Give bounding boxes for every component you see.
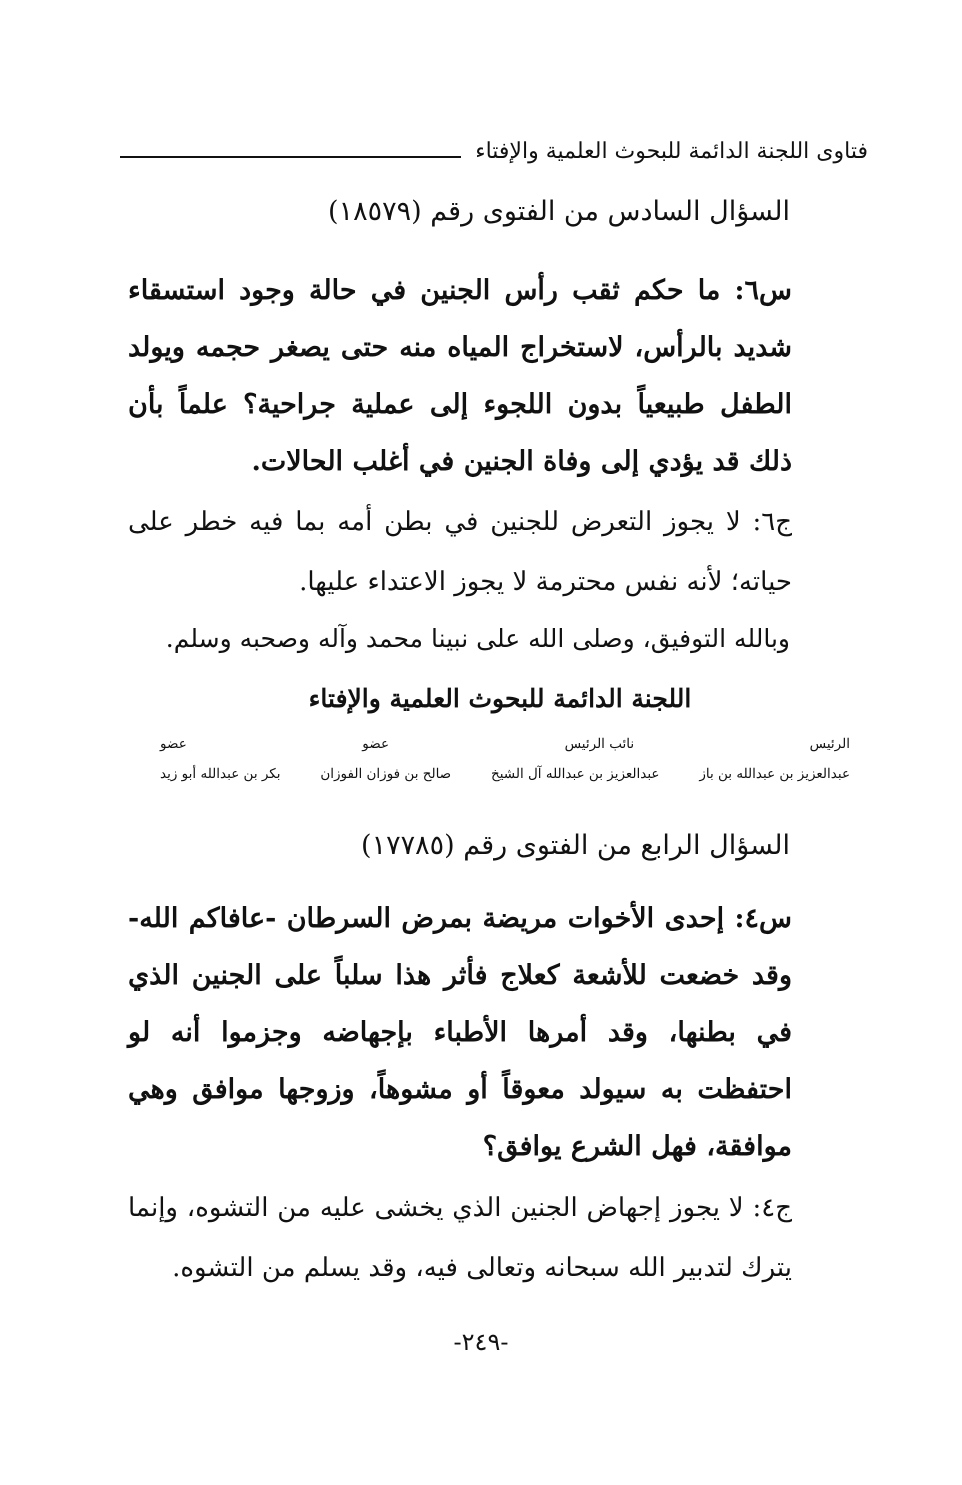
header-rule [120, 156, 461, 158]
member-role: الرئيس [809, 736, 850, 752]
member-name: صالح بن فوزان الفوزان [320, 766, 452, 782]
page-number: -٢٤٩- [453, 1328, 509, 1356]
signatory-names [160, 766, 850, 782]
fatwa-1-heading: السؤال السادس من الفتوى رقم (١٨٥٧٩) [328, 196, 790, 227]
header-title: فتاوى اللجنة الدائمة للبحوث العلمية والإفتاء [475, 139, 868, 164]
fatwa-2-answer: ج٤: لا يجوز إجهاض الجنين الذي يخشى عليه من التشوه، وإنما يترك لتدبير الله سبحانه وتعالى فيه، وقد يسلم من التشوه. [128, 1193, 792, 1283]
fatwa-1-question: س٦: ما حكم ثقب رأس الجنين في حالة وجود استسقاء شديد بالرأس، لاستخراج المياه منه حتى يصغر حجمه ويولد الطفل طبيعياً بدون اللجوء إلى عملية جراحية؟ علماً بأن ذلك قد يؤدي إلى وفاة الجنين في أغلب الحالات. [128, 275, 792, 477]
member-name: بكر بن عبدالله أبو زيد [160, 766, 281, 782]
member-role: عضو [362, 736, 390, 752]
member-name: عبدالعزيز بن عبدالله بن باز [699, 766, 850, 782]
member-name: عبدالعزيز بن عبدالله آل الشيخ [491, 766, 660, 782]
committee-title: اللجنة الدائمة للبحوث العلمية والإفتاء [308, 684, 692, 713]
signatory-roles [160, 736, 850, 752]
fatwa-2-question: س٤: إحدى الأخوات مريضة بمرض السرطان -عافاكم الله- وقد خضعت للأشعة كعلاج فأثر هذا سلباً على الجنين الذي في بطنها، وقد أمرها الأطباء بإجهاضه وجزموا أنه لو احتفظت به سيولد معوقاً أو مشوهاً، وزوجها موافق وهي موافقة، فهل الشرع يوافق؟ [128, 903, 792, 1162]
fatwa-2-heading: السؤال الرابع من الفتوى رقم (١٧٧٨٥) [361, 830, 790, 861]
member-role: عضو [160, 736, 187, 752]
fatwa-1-answer: ج٦: لا يجوز التعرض للجنين في بطن أمه بما فيه خطر على حياته؛ لأنه نفس محترمة لا يجوز الاعتداء عليها. [128, 507, 792, 597]
member-role: نائب الرئيس [564, 736, 635, 752]
closing-prayer: وبالله التوفيق، وصلى الله على نبينا محمد وآله وصحبه وسلم. [165, 624, 790, 653]
running-header [120, 128, 868, 168]
